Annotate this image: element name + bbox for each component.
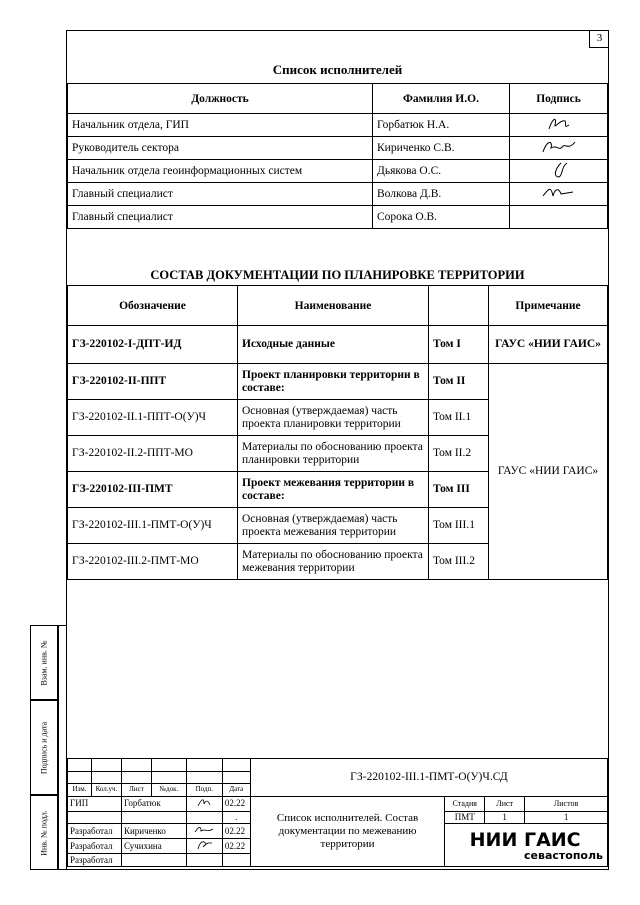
stamp-role: Разработал bbox=[68, 839, 122, 854]
signature-icon bbox=[539, 115, 579, 133]
name-cell: Кириченко С.В. bbox=[373, 137, 510, 160]
volume-cell: Том III bbox=[429, 472, 489, 508]
signature-icon bbox=[194, 797, 214, 808]
table-row bbox=[68, 114, 608, 137]
title-cell: Исходные данные bbox=[238, 326, 429, 364]
org-city: севастополь bbox=[524, 848, 603, 862]
stamp-signature bbox=[186, 839, 222, 854]
stamp-name: Кириченко bbox=[121, 824, 186, 839]
note-cell: ГАУС «НИИ ГАИС» bbox=[489, 364, 608, 580]
position-cell: Начальник отдела, ГИП bbox=[68, 114, 373, 137]
stage-label: Стадия bbox=[445, 796, 485, 811]
code-cell: ГЗ-220102-II-ППТ bbox=[68, 364, 238, 400]
stamp-role: ГИП bbox=[68, 796, 122, 811]
table-row bbox=[68, 137, 608, 160]
col-header: Подп. bbox=[186, 784, 222, 797]
title-cell: Материалы по обоснованию проекта планировки территории bbox=[238, 436, 429, 472]
table-row bbox=[68, 160, 608, 183]
signature-cell bbox=[510, 206, 608, 229]
signature-icon bbox=[193, 824, 215, 835]
signature-icon bbox=[194, 839, 214, 850]
sheets-value: 1 bbox=[525, 811, 608, 824]
stamp-signature bbox=[186, 824, 222, 839]
name-cell: Горбатюк Н.А. bbox=[373, 114, 510, 137]
doc-code: ГЗ-220102-III.1-ПМТ-О(У)Ч.СД bbox=[250, 759, 607, 797]
header-code: Обозначение bbox=[68, 286, 238, 326]
col-header: №док. bbox=[151, 784, 186, 797]
signature-icon bbox=[539, 138, 579, 156]
side-label-signature-date: Подпись и дата bbox=[30, 700, 58, 795]
signature-icon bbox=[539, 161, 579, 179]
name-cell: Волкова Д.В. bbox=[373, 183, 510, 206]
sheet-label: Лист bbox=[485, 796, 525, 811]
name-cell: Дьякова О.С. bbox=[373, 160, 510, 183]
signature-cell bbox=[510, 183, 608, 206]
stamp-name bbox=[121, 854, 186, 867]
sheets-label: Листов bbox=[525, 796, 608, 811]
position-cell: Начальник отдела геоинформационных систем bbox=[68, 160, 373, 183]
volume-cell: Том II.2 bbox=[429, 436, 489, 472]
name-cell: Сорока О.В. bbox=[373, 206, 510, 229]
volume-cell: Том III.2 bbox=[429, 544, 489, 580]
stamp-name: Сучихина bbox=[121, 839, 186, 854]
title-cell: Проект межевания территории в составе: bbox=[238, 472, 429, 508]
volume-cell: Том I bbox=[429, 326, 489, 364]
col-header: Дата bbox=[222, 784, 250, 797]
table-row bbox=[68, 206, 608, 229]
title-cell: Проект планировки территории в составе: bbox=[238, 364, 429, 400]
table-row bbox=[68, 326, 608, 364]
code-cell: ГЗ-220102-III.2-ПМТ-МО bbox=[68, 544, 238, 580]
position-cell: Главный специалист bbox=[68, 206, 373, 229]
stamp-date: . bbox=[222, 811, 250, 824]
code-cell: ГЗ-220102-II.1-ППТ-О(У)Ч bbox=[68, 400, 238, 436]
composition-table bbox=[67, 285, 608, 580]
stamp-role bbox=[68, 811, 122, 824]
volume-cell: Том II bbox=[429, 364, 489, 400]
stage-value: ПМТ bbox=[445, 811, 485, 824]
header-position: Должность bbox=[68, 84, 373, 114]
table-row bbox=[68, 183, 608, 206]
side-strip bbox=[58, 625, 67, 870]
composition-title: СОСТАВ ДОКУМЕНТАЦИИ ПО ПЛАНИРОВКЕ ТЕРРИТОРИИ bbox=[150, 268, 525, 282]
col-header: Изм. bbox=[68, 784, 92, 797]
signature-cell bbox=[510, 114, 608, 137]
code-cell: ГЗ-220102-I-ДПТ-ИД bbox=[68, 326, 238, 364]
signature-cell bbox=[510, 137, 608, 160]
position-cell: Главный специалист bbox=[68, 183, 373, 206]
org-logo bbox=[445, 824, 608, 867]
stamp-date: 02.22 bbox=[222, 796, 250, 811]
header-note: Примечание bbox=[489, 286, 608, 326]
stamp-name bbox=[121, 811, 186, 824]
position-cell: Руководитель сектора bbox=[68, 137, 373, 160]
volume-cell: Том III.1 bbox=[429, 508, 489, 544]
volume-cell: Том II.1 bbox=[429, 400, 489, 436]
header-title: Наименование bbox=[238, 286, 429, 326]
col-header: Лист bbox=[121, 784, 151, 797]
stamp-name: Горбатюк bbox=[121, 796, 186, 811]
title-block bbox=[67, 758, 608, 867]
signature-cell bbox=[510, 160, 608, 183]
stamp-date: 02.22 bbox=[222, 824, 250, 839]
code-cell: ГЗ-220102-II.2-ППТ-МО bbox=[68, 436, 238, 472]
note-cell: ГАУС «НИИ ГАИС» bbox=[489, 326, 608, 364]
performers-title: Список исполнителей bbox=[272, 62, 403, 77]
code-cell: ГЗ-220102-III.1-ПМТ-О(У)Ч bbox=[68, 508, 238, 544]
title-cell: Основная (утверждаемая) часть проекта планировки территории bbox=[238, 400, 429, 436]
performers-table bbox=[67, 83, 608, 229]
stamp-role: Разработал bbox=[68, 824, 122, 839]
signature-icon bbox=[539, 184, 579, 202]
stamp-signature bbox=[186, 796, 222, 811]
title-cell: Основная (утверждаемая) часть проекта межевания территории bbox=[238, 508, 429, 544]
stamp-role: Разработал bbox=[68, 854, 122, 867]
header-volume bbox=[429, 286, 489, 326]
header-signature: Подпись bbox=[510, 84, 608, 114]
stamp-date bbox=[222, 854, 250, 867]
side-label-original-inv: Инв. № подл. bbox=[30, 795, 58, 870]
stamp-title: Список исполнителей. Состав документации по межеванию территории bbox=[250, 796, 444, 866]
org-name: НИИ ГАИС bbox=[469, 828, 581, 851]
side-label-replace-inv: Взам. инв. № bbox=[30, 625, 58, 700]
page-number: 3 bbox=[589, 30, 609, 48]
code-cell: ГЗ-220102-III-ПМТ bbox=[68, 472, 238, 508]
title-cell: Материалы по обоснованию проекта межевания территории bbox=[238, 544, 429, 580]
sheet-value: 1 bbox=[485, 811, 525, 824]
col-header: Кол.уч. bbox=[91, 784, 121, 797]
header-name: Фамилия И.О. bbox=[373, 84, 510, 114]
table-row bbox=[68, 364, 608, 400]
stamp-date: 02.22 bbox=[222, 839, 250, 854]
